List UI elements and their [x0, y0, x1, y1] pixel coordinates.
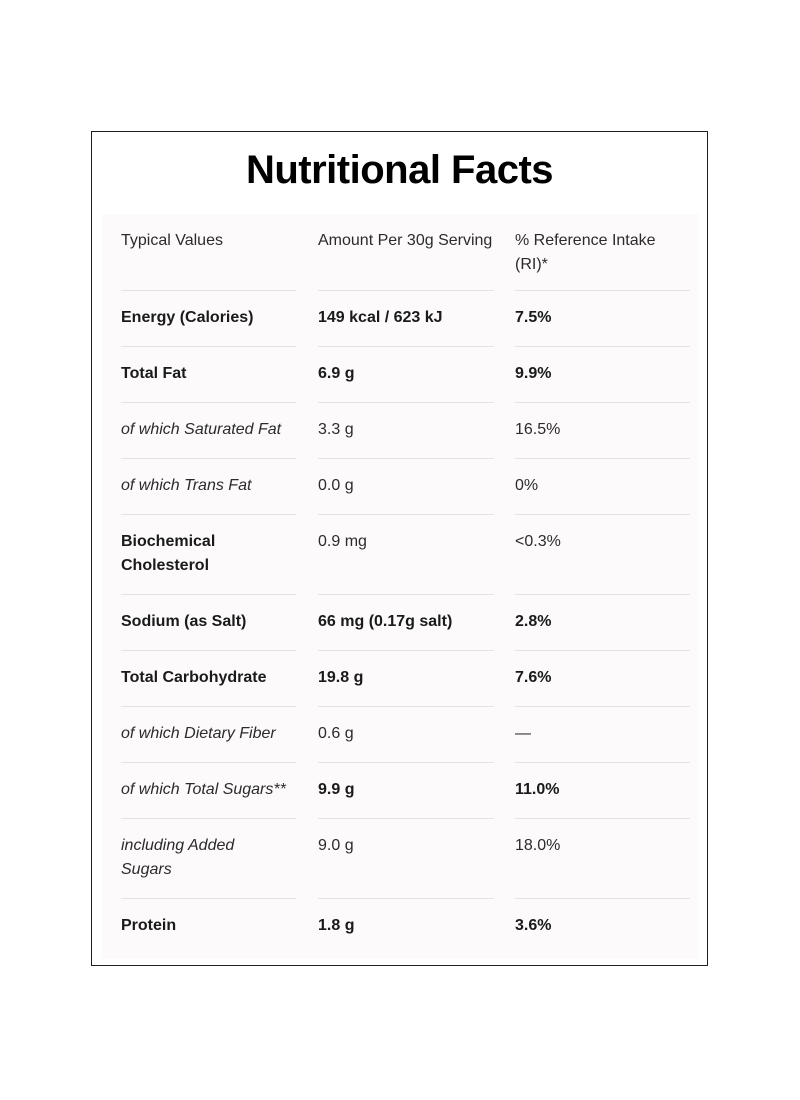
nutrient-ri: <0.3% — [515, 533, 561, 550]
table-row — [102, 763, 699, 819]
table-row — [102, 403, 699, 459]
nutrient-label: of which Dietary Fiber — [121, 725, 276, 742]
nutrient-label: of which Trans Fat — [121, 477, 252, 494]
nutrient-label: Protein — [121, 917, 177, 934]
nutrient-ri: 0% — [515, 477, 539, 494]
nutrition-facts-panel — [91, 131, 708, 966]
nutrient-label: Biochemical Cholesterol — [121, 533, 216, 574]
nutrient-label: including Added Sugars — [121, 837, 235, 878]
nutrient-amount: 9.9 g — [318, 781, 355, 798]
nutrient-amount: 9.0 g — [318, 837, 354, 854]
header-reference-intake: % Reference Intake (RI)* — [515, 232, 656, 273]
nutrient-amount: 0.9 mg — [318, 533, 367, 550]
nutrient-label: Total Carbohydrate — [121, 669, 267, 686]
table-row — [102, 899, 699, 955]
table-row — [102, 459, 699, 515]
table-row — [102, 595, 699, 651]
nutrient-ri: 16.5% — [515, 421, 561, 438]
nutrient-amount: 6.9 g — [318, 365, 355, 382]
nutrient-amount: 1.8 g — [318, 917, 355, 934]
nutrient-amount: 0.0 g — [318, 477, 354, 494]
nutrient-ri: 3.6% — [515, 917, 552, 934]
nutrient-ri: 9.9% — [515, 365, 552, 382]
table-row — [102, 347, 699, 403]
nutrient-ri: — — [515, 725, 531, 742]
nutrient-ri: 18.0% — [515, 837, 561, 854]
header-typical-values: Typical Values — [121, 232, 223, 249]
nutrient-label: of which Saturated Fat — [121, 421, 282, 438]
nutrient-amount: 3.3 g — [318, 421, 354, 438]
nutrient-ri: 2.8% — [515, 613, 552, 630]
table-row — [102, 707, 699, 763]
table-row — [102, 291, 699, 347]
nutrient-amount: 0.6 g — [318, 725, 354, 742]
nutrient-ri: 7.6% — [515, 669, 552, 686]
table-row — [102, 651, 699, 707]
nutrient-ri: 7.5% — [515, 309, 552, 326]
table-row — [102, 515, 699, 595]
nutrient-amount: 66 mg (0.17g salt) — [318, 613, 453, 630]
nutrient-label: of which Total Sugars** — [121, 781, 286, 798]
table-header-row — [102, 214, 699, 291]
nutrition-table — [102, 214, 699, 959]
page-title: Nutritional Facts — [245, 148, 554, 192]
nutrient-label: Sodium (as Salt) — [121, 613, 247, 630]
nutrient-label: Total Fat — [121, 365, 187, 382]
nutrient-ri: 11.0% — [515, 781, 560, 798]
nutrient-label: Energy (Calories) — [121, 309, 254, 326]
nutrient-amount: 19.8 g — [318, 669, 364, 686]
table-row — [102, 819, 699, 899]
header-amount-per-serving: Amount Per 30g Serving — [318, 232, 493, 249]
nutrient-amount: 149 kcal / 623 kJ — [318, 309, 443, 326]
